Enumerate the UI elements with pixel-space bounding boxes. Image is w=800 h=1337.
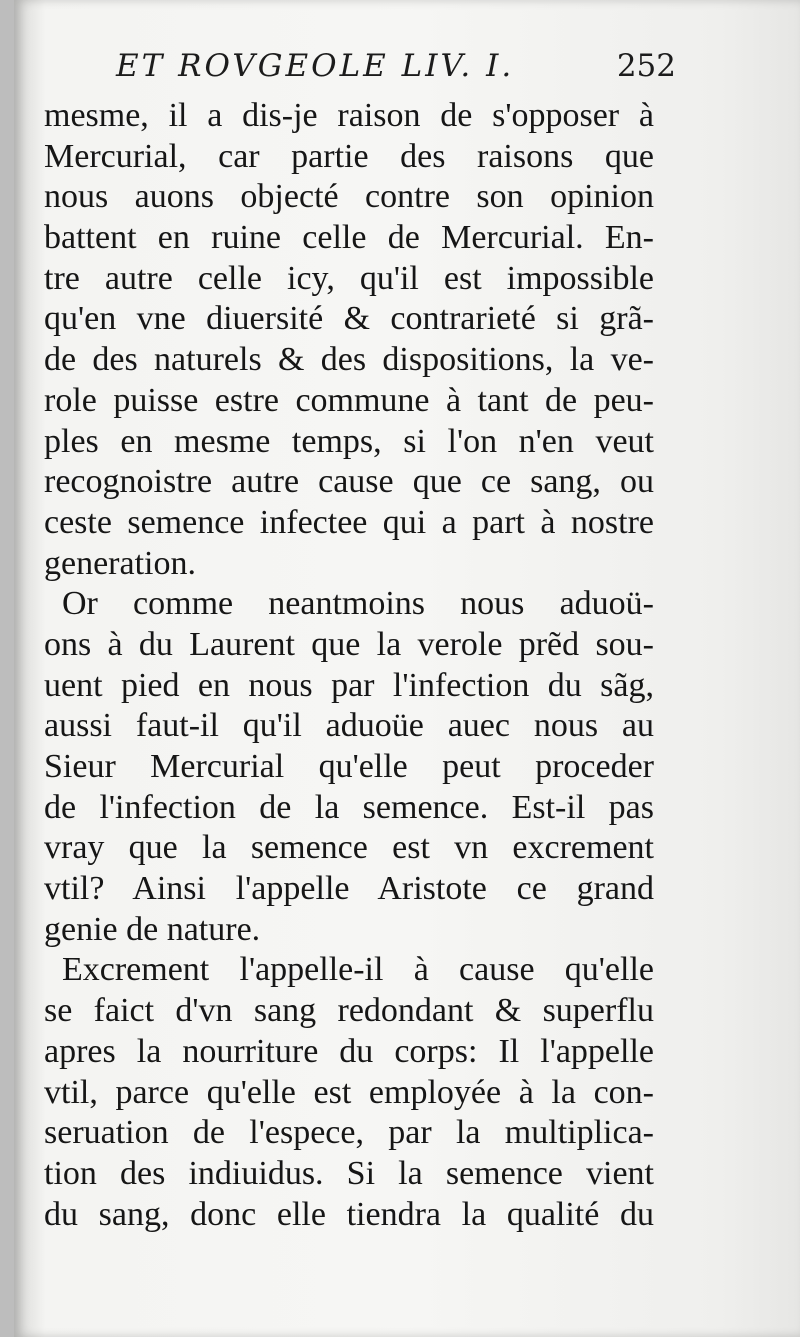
text-line: du sang, donc elle tiendra la qualité du <box>44 1195 654 1233</box>
text-line: qu'en vne diuersité & contrarieté si grã- <box>44 300 654 338</box>
text-line: recognoistre autre cause que ce sang, ou <box>44 463 654 501</box>
text-line: Mercurial, car partie des raisons que <box>44 137 654 175</box>
text-line: role puisse estre commune à tant de peu- <box>44 381 654 419</box>
text-line: vtil? Ainsi l'appelle Aristote ce grand <box>44 870 654 908</box>
text-line: ons à du Laurent que la verole prẽd sou- <box>44 625 654 663</box>
text-line: tre autre celle icy, qu'il est impossible <box>44 259 654 297</box>
text-line: mesme, il a dis-je raison de s'opposer à <box>44 97 654 134</box>
text-line: Excrement l'appelle-il à cause qu'elle <box>62 951 654 989</box>
text-line: genie de nature. <box>44 910 261 948</box>
text-line: seruation de l'espece, par la multiplica- <box>44 1114 654 1152</box>
text-line: Sieur Mercurial qu'elle peut proceder <box>44 748 654 785</box>
text-line: ceste semence infectee qui a part à nostre <box>44 503 654 541</box>
text-line: tion des indiuidus. Si la semence vient <box>44 1154 654 1192</box>
text-line: nous auons objecté contre son opinion <box>44 178 654 216</box>
text-line: se faict d'vn sang redondant & superflu <box>44 992 654 1030</box>
text-line: Or comme neantmoins nous aduoü- <box>62 585 654 623</box>
book-page <box>14 0 800 1337</box>
text-line: generation. <box>44 544 196 582</box>
text-line: de des naturels & des dispositions, la ve- <box>44 341 654 379</box>
running-head <box>116 48 676 84</box>
page-number: 252 <box>616 48 676 84</box>
running-head-title: ET ROVGEOLE LIV. I. <box>116 48 515 84</box>
text-line: vray que la semence est vn excrement <box>44 829 654 867</box>
body-text <box>44 96 654 1235</box>
text-line: vtil, parce qu'elle est employée à la con- <box>44 1073 654 1111</box>
text-line: battent en ruine celle de Mercurial. En- <box>44 219 654 257</box>
text-line: aussi faut-il qu'il aduoüe auec nous au <box>44 707 654 745</box>
text-line: de l'infection de la semence. Est-il pas <box>44 788 654 826</box>
text-line: uent pied en nous par l'infection du sãg, <box>44 666 654 704</box>
text-line: ples en mesme temps, si l'on n'en veut <box>44 422 654 460</box>
text-line: apres la nourriture du corps: Il l'appelle <box>44 1032 654 1070</box>
